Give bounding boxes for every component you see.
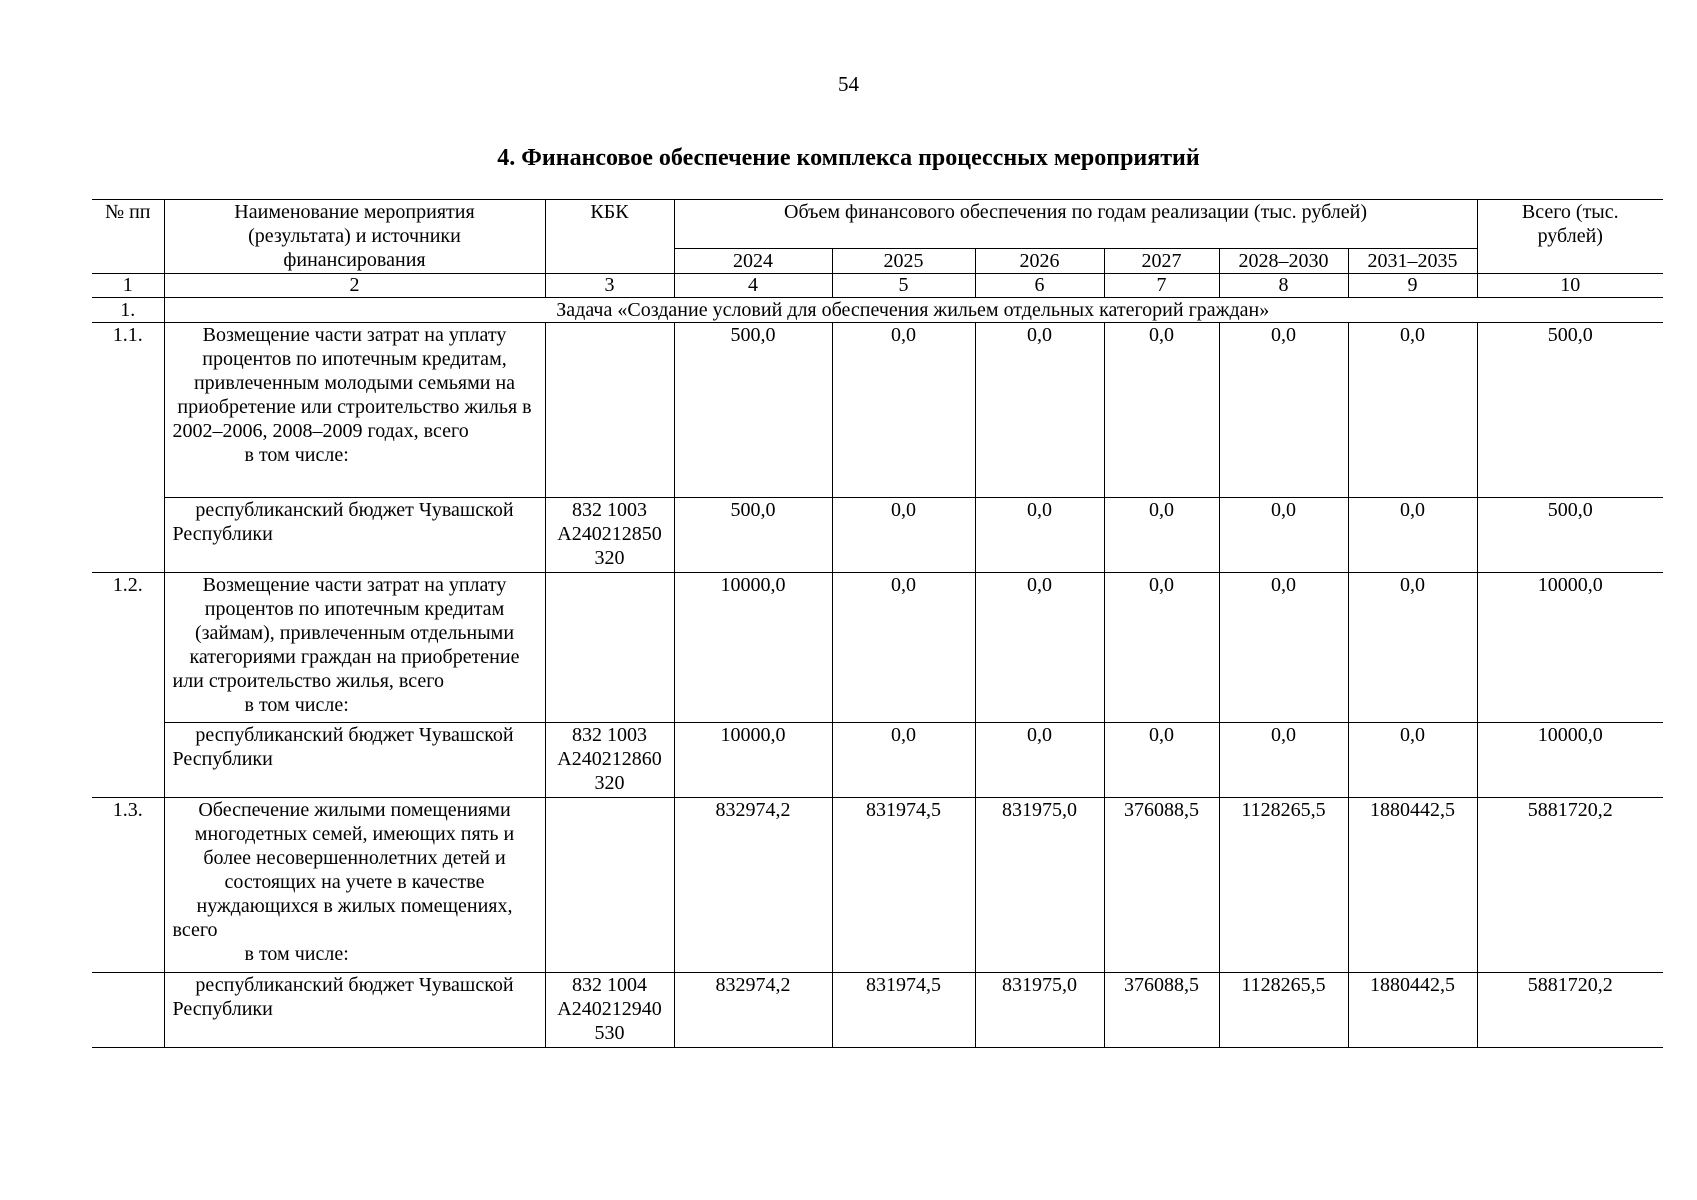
row-value: 0,0	[1348, 723, 1477, 798]
row-value: 0,0	[975, 323, 1104, 498]
row-name: республиканский бюджет Чувашской Республики	[164, 723, 545, 798]
row-value: 0,0	[832, 723, 975, 798]
row-value: 0,0	[1219, 573, 1348, 723]
row-value: 376088,5	[1104, 798, 1219, 973]
row-value: 1128265,5	[1219, 798, 1348, 973]
table-row	[92, 498, 1663, 573]
header-volume: Объем финансового обеспечения по годам реализации (тыс. рублей)	[674, 200, 1477, 249]
col-number: 9	[1348, 274, 1477, 298]
row-num: 1.2.	[92, 573, 164, 798]
header-num: № пп	[92, 200, 164, 274]
row-num	[92, 973, 164, 1048]
row-value: 376088,5	[1104, 973, 1219, 1048]
financing-table	[92, 199, 1663, 1048]
row-value: 832974,2	[674, 798, 832, 973]
row-name	[164, 323, 545, 498]
row-name-text: Обеспечение жилыми помещениями многодетных семей, имеющих пять и более несовершеннолетних детей и состоящих на учете в качестве нуждающихся в жилых помещениях, всего	[172, 799, 515, 941]
row-total: 5881720,2	[1477, 973, 1663, 1048]
col-number: 6	[975, 274, 1104, 298]
row-value: 1128265,5	[1219, 973, 1348, 1048]
row-value: 0,0	[1219, 723, 1348, 798]
row-total: 10000,0	[1477, 573, 1663, 723]
row-kbk: 832 1003 А240212860 320	[545, 723, 674, 798]
row-value: 831974,5	[832, 973, 975, 1048]
column-index-row	[92, 274, 1663, 298]
col-number: 8	[1219, 274, 1348, 298]
row-value: 0,0	[1104, 573, 1219, 723]
row-value: 0,0	[832, 498, 975, 573]
header-row	[92, 200, 1663, 249]
row-name	[164, 573, 545, 723]
row-total: 500,0	[1477, 323, 1663, 498]
col-number: 2	[164, 274, 545, 298]
task-row	[92, 298, 1663, 323]
row-total: 500,0	[1477, 498, 1663, 573]
row-value: 0,0	[832, 573, 975, 723]
row-value: 0,0	[975, 573, 1104, 723]
col-number: 5	[832, 274, 975, 298]
row-value: 0,0	[1104, 498, 1219, 573]
page-title: 4. Финансовое обеспечение комплекса процессных мероприятий	[497, 145, 1200, 171]
row-total: 10000,0	[1477, 723, 1663, 798]
header-name: Наименование мероприятия (результата) и источники финансирования	[164, 200, 545, 274]
row-value: 0,0	[1104, 723, 1219, 798]
table-row	[92, 973, 1663, 1048]
row-kbk: 832 1003 А240212850 320	[545, 498, 674, 573]
page-number: 54	[838, 72, 859, 96]
row-value: 831975,0	[975, 973, 1104, 1048]
col-number: 3	[545, 274, 674, 298]
row-name: республиканский бюджет Чувашской Республики	[164, 498, 545, 573]
row-value: 0,0	[832, 323, 975, 498]
row-value: 1880442,5	[1348, 973, 1477, 1048]
table-row	[92, 323, 1663, 498]
year-header: 2026	[975, 249, 1104, 274]
year-header: 2031–2035	[1348, 249, 1477, 274]
year-header: 2028–2030	[1219, 249, 1348, 274]
row-value: 831975,0	[975, 798, 1104, 973]
row-value: 0,0	[975, 723, 1104, 798]
row-name-text: Возмещение части затрат на уплату процентов по ипотечным кредитам, привлеченным молодыми семьями на приобретение или строительство жилья в 2002–2006, 2008–2009 годах, всего	[172, 324, 532, 442]
in-total-label: в том числе:	[244, 694, 349, 716]
row-kbk: 832 1004 А240212940 530	[545, 973, 674, 1048]
col-number: 10	[1477, 274, 1663, 298]
in-total-label: в том числе:	[244, 943, 349, 965]
col-number: 4	[674, 274, 832, 298]
header-kbk: КБК	[545, 200, 674, 274]
row-value: 10000,0	[674, 723, 832, 798]
row-value: 0,0	[1104, 323, 1219, 498]
row-kbk	[545, 798, 674, 973]
row-value: 0,0	[1219, 323, 1348, 498]
row-name	[164, 798, 545, 973]
header-total: Всего (тыс. рублей)	[1477, 200, 1663, 274]
row-name-text: Возмещение части затрат на уплату процентов по ипотечным кредитам (займам), привлеченным отдельными категориями граждан на приобретение или строительство жилья, всего	[172, 574, 520, 692]
row-kbk	[545, 573, 674, 723]
task-num: 1.	[92, 298, 164, 323]
row-value: 500,0	[674, 498, 832, 573]
task-text: Задача «Создание условий для обеспечения жильем отдельных категорий граждан»	[164, 298, 1663, 323]
row-value: 831974,5	[832, 798, 975, 973]
table-row	[92, 723, 1663, 798]
row-name: республиканский бюджет Чувашской Республики	[164, 973, 545, 1048]
row-value: 0,0	[1348, 498, 1477, 573]
year-header: 2027	[1104, 249, 1219, 274]
row-total: 5881720,2	[1477, 798, 1663, 973]
year-header: 2025	[832, 249, 975, 274]
col-number: 7	[1104, 274, 1219, 298]
row-num: 1.3.	[92, 798, 164, 973]
row-kbk	[545, 323, 674, 498]
year-header: 2024	[674, 249, 832, 274]
row-value: 10000,0	[674, 573, 832, 723]
row-value: 0,0	[1219, 498, 1348, 573]
row-value: 500,0	[674, 323, 832, 498]
row-value: 1880442,5	[1348, 798, 1477, 973]
table-row	[92, 798, 1663, 973]
row-value: 0,0	[1348, 323, 1477, 498]
col-number: 1	[92, 274, 164, 298]
row-num: 1.1.	[92, 323, 164, 573]
table-row	[92, 573, 1663, 723]
row-value: 0,0	[975, 498, 1104, 573]
row-value: 0,0	[1348, 573, 1477, 723]
row-value: 832974,2	[674, 973, 832, 1048]
in-total-label: в том числе:	[244, 444, 349, 466]
